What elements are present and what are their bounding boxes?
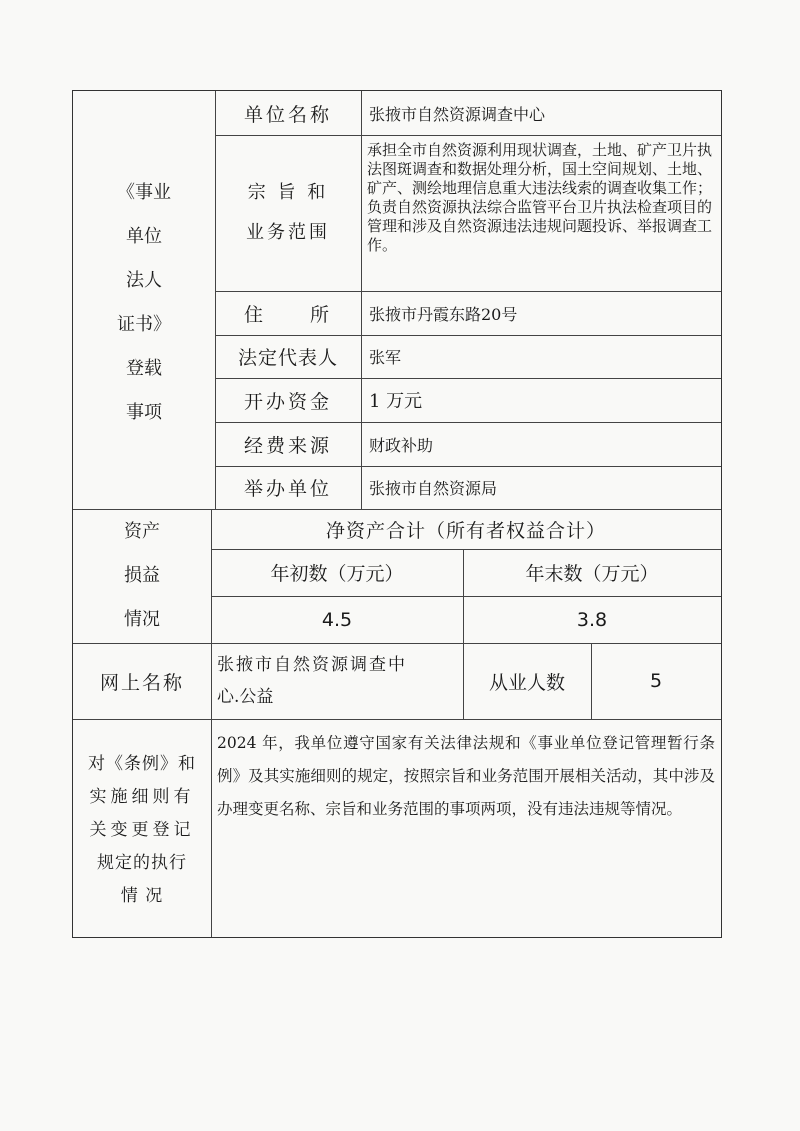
funding-value: 财政补助 xyxy=(369,435,434,455)
registration-heading-line: 证书》 xyxy=(117,314,171,335)
registration-heading xyxy=(73,91,215,509)
address-value: 张掖市丹霞东路20号 xyxy=(369,304,518,324)
execution-heading xyxy=(73,719,211,937)
legal-rep-label: 法定代表人 xyxy=(237,347,338,369)
unit-name-label: 单位名称 xyxy=(243,103,332,126)
assets-heading-line: 损益 xyxy=(124,565,160,586)
online-name-line: 张掖市自然资源调查中 xyxy=(217,655,407,675)
unit-name-value: 张掖市自然资源调查中心 xyxy=(369,104,546,124)
scope-label xyxy=(215,135,361,291)
execution-heading-line: 规定的执行 xyxy=(97,852,187,873)
execution-heading-line: 实施细则有 xyxy=(89,786,195,807)
registration-heading-line: 登载 xyxy=(126,358,162,379)
online-name-line: 心.公益 xyxy=(217,687,274,707)
capital-value: 1 万元 xyxy=(369,391,423,412)
execution-text: 2024 年，我单位遵守国家有关法律法规和《事业单位登记管理暂行条例》及其实施细则的规定，按照宗旨和业务范围开展相关活动，其中涉及办理变更名称、宗旨和业务范围的事项两项，没有违法违规等情况。 xyxy=(217,734,715,818)
assets-heading-line: 情况 xyxy=(124,609,160,630)
capital-label: 开办资金 xyxy=(243,390,332,413)
address-label: 住 所 xyxy=(243,303,332,326)
registration-heading-line: 《事业 xyxy=(117,182,171,203)
registration-heading-line: 单位 xyxy=(126,226,162,247)
staff-count-label: 从业人数 xyxy=(488,671,565,694)
end-year-value: 3.8 xyxy=(576,608,608,631)
staff-count-value: 5 xyxy=(649,670,663,692)
assets-heading-line: 资产 xyxy=(124,521,160,542)
begin-year-label: 年初数（万元） xyxy=(270,563,404,585)
online-name-label: 网上名称 xyxy=(99,671,184,694)
execution-heading-line: 对《条例》和 xyxy=(88,753,196,774)
sponsor-label: 举办单位 xyxy=(243,478,332,500)
registration-heading-line: 法人 xyxy=(126,270,162,291)
funding-label: 经费来源 xyxy=(243,434,332,457)
sponsor-value: 张掖市自然资源局 xyxy=(369,479,498,498)
registration-table xyxy=(72,90,722,938)
scope-label-line: 业务范围 xyxy=(246,222,330,243)
assets-heading xyxy=(73,509,211,643)
legal-rep-value: 张军 xyxy=(369,348,402,367)
scope-label-line: 宗 旨 和 xyxy=(247,182,329,203)
begin-year-value: 4.5 xyxy=(321,608,353,631)
execution-heading-line: 关变更登记 xyxy=(89,819,195,840)
net-assets-title: 净资产合计（所有者权益合计） xyxy=(325,519,606,542)
end-year-label: 年末数（万元） xyxy=(525,563,659,585)
scope-value: 承担全市自然资源利用现状调查，土地、矿产卫片执法图斑调查和数据处理分析，国土空间规划、土地、矿产、测绘地理信息重大违法线索的调查收集工作；负责自然资源执法综合监管平台卫片执法检查项目的管理和涉及自然资源违法违规问题投诉、举报调查工作。 xyxy=(367,141,713,254)
registration-heading-line: 事项 xyxy=(126,402,162,423)
execution-heading-line: 情 况 xyxy=(120,885,164,906)
online-name-value xyxy=(211,643,463,719)
